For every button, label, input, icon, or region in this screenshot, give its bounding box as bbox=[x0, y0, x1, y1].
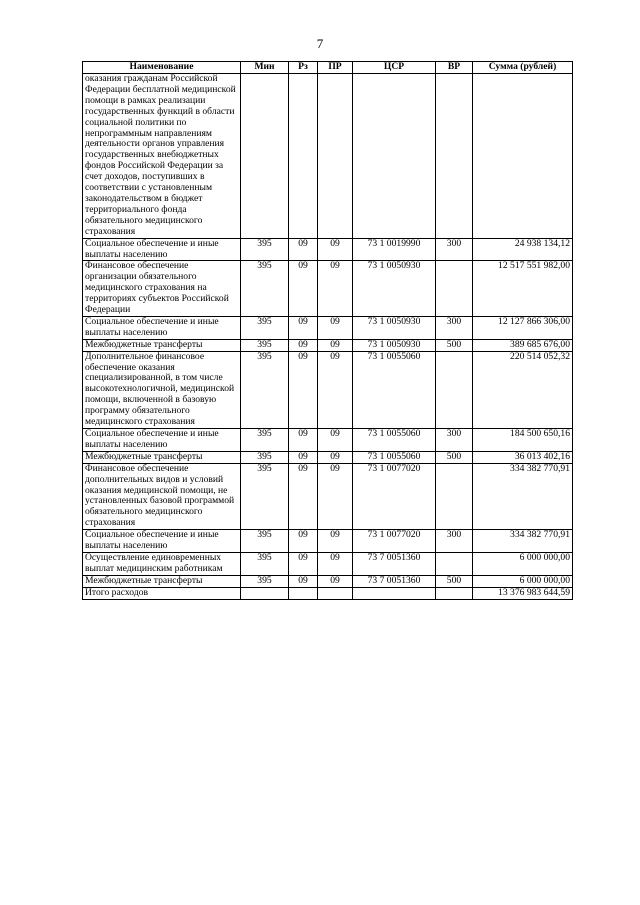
cell-min: 395 bbox=[241, 339, 289, 351]
cell-csr: 73 1 0050930 bbox=[353, 316, 436, 339]
cell-min: 395 bbox=[241, 316, 289, 339]
cell-vr: 500 bbox=[436, 339, 473, 351]
cell-pr bbox=[318, 587, 353, 599]
table-row bbox=[83, 463, 573, 529]
cell-rz: 09 bbox=[289, 339, 318, 351]
page-number: 7 bbox=[316, 36, 324, 51]
column-header-sum: Сумма (рублей) bbox=[473, 62, 573, 74]
table-row bbox=[83, 351, 573, 428]
cell-rz: 09 bbox=[289, 429, 318, 452]
cell-rz: 09 bbox=[289, 238, 318, 261]
cell-pr: 09 bbox=[318, 429, 353, 452]
cell-name: Межбюджетные трансферты bbox=[83, 575, 241, 587]
table-row bbox=[83, 530, 573, 553]
cell-csr: 73 1 0055060 bbox=[353, 351, 436, 428]
cell-rz: 09 bbox=[289, 575, 318, 587]
table-row bbox=[83, 238, 573, 261]
cell-min: 395 bbox=[241, 463, 289, 529]
cell-min: 395 bbox=[241, 261, 289, 317]
cell-sum: 13 376 983 644,59 bbox=[473, 587, 573, 599]
cell-min: 395 bbox=[241, 530, 289, 553]
cell-min: 395 bbox=[241, 575, 289, 587]
cell-pr: 09 bbox=[318, 451, 353, 463]
cell-sum: 334 382 770,91 bbox=[473, 463, 573, 529]
cell-name: оказания гражданам Российской Федерации бесплатной медицинской помощи в рамках реализации государственных функций в области социальной политики по непрограммным направлениям деятельности органов управления государственных внебюджетных фондов Российской Федерации за счет доходов, поступивших в соответствии с установленным законодательством в бюджет территориального фонда обязательного медицинского страхования bbox=[83, 74, 241, 239]
table-header-row bbox=[83, 62, 573, 74]
table-row bbox=[83, 74, 573, 239]
table-row bbox=[83, 261, 573, 317]
table-row-total bbox=[83, 587, 573, 599]
cell-sum: 36 013 402,16 bbox=[473, 451, 573, 463]
cell-name: Социальное обеспечение и иные выплаты населению bbox=[83, 530, 241, 553]
cell-rz: 09 bbox=[289, 530, 318, 553]
cell-min: 395 bbox=[241, 451, 289, 463]
table-row bbox=[83, 451, 573, 463]
cell-vr: 300 bbox=[436, 316, 473, 339]
cell-rz: 09 bbox=[289, 552, 318, 575]
cell-min: 395 bbox=[241, 552, 289, 575]
cell-vr bbox=[436, 587, 473, 599]
table-row bbox=[83, 429, 573, 452]
cell-pr: 09 bbox=[318, 261, 353, 317]
cell-csr: 73 1 0077020 bbox=[353, 463, 436, 529]
cell-vr: 300 bbox=[436, 530, 473, 553]
cell-sum bbox=[473, 74, 573, 239]
table-row bbox=[83, 552, 573, 575]
cell-pr bbox=[318, 74, 353, 239]
column-header-rz: Рз bbox=[289, 62, 318, 74]
cell-vr bbox=[436, 463, 473, 529]
cell-sum: 6 000 000,00 bbox=[473, 575, 573, 587]
cell-sum: 6 000 000,00 bbox=[473, 552, 573, 575]
cell-csr bbox=[353, 74, 436, 239]
cell-name: Социальное обеспечение и иные выплаты населению bbox=[83, 429, 241, 452]
cell-rz: 09 bbox=[289, 351, 318, 428]
cell-vr: 500 bbox=[436, 451, 473, 463]
cell-min: 395 bbox=[241, 351, 289, 428]
column-header-min: Мин bbox=[241, 62, 289, 74]
cell-pr: 09 bbox=[318, 316, 353, 339]
cell-name: Итого расходов bbox=[83, 587, 241, 599]
column-header-vr: ВР bbox=[436, 62, 473, 74]
column-header-pr: ПР bbox=[318, 62, 353, 74]
cell-pr: 09 bbox=[318, 575, 353, 587]
cell-sum: 24 938 134,12 bbox=[473, 238, 573, 261]
cell-rz bbox=[289, 74, 318, 239]
cell-csr bbox=[353, 587, 436, 599]
cell-vr bbox=[436, 351, 473, 428]
cell-rz: 09 bbox=[289, 316, 318, 339]
cell-name: Финансовое обеспечение дополнительных видов и условий оказания медицинской помощи, не установленных базовой программой обязательного медицинского страхования bbox=[83, 463, 241, 529]
cell-sum: 389 685 676,00 bbox=[473, 339, 573, 351]
cell-vr bbox=[436, 261, 473, 317]
cell-vr bbox=[436, 74, 473, 239]
table-row bbox=[83, 575, 573, 587]
cell-pr: 09 bbox=[318, 339, 353, 351]
cell-vr: 300 bbox=[436, 429, 473, 452]
cell-pr: 09 bbox=[318, 238, 353, 261]
column-header-name: Наименование bbox=[83, 62, 241, 74]
column-header-csr: ЦСР bbox=[353, 62, 436, 74]
cell-csr: 73 1 0050930 bbox=[353, 261, 436, 317]
cell-csr: 73 7 0051360 bbox=[353, 575, 436, 587]
cell-csr: 73 1 0019990 bbox=[353, 238, 436, 261]
cell-name: Межбюджетные трансферты bbox=[83, 451, 241, 463]
cell-name: Социальное обеспечение и иные выплаты населению bbox=[83, 238, 241, 261]
cell-sum: 334 382 770,91 bbox=[473, 530, 573, 553]
cell-rz: 09 bbox=[289, 451, 318, 463]
cell-csr: 73 1 0050930 bbox=[353, 339, 436, 351]
table-row bbox=[83, 316, 573, 339]
cell-vr: 500 bbox=[436, 575, 473, 587]
cell-csr: 73 1 0077020 bbox=[353, 530, 436, 553]
cell-name: Осуществление единовременных выплат медицинским работникам bbox=[83, 552, 241, 575]
cell-sum: 184 500 650,16 bbox=[473, 429, 573, 452]
cell-pr: 09 bbox=[318, 530, 353, 553]
cell-csr: 73 1 0055060 bbox=[353, 429, 436, 452]
cell-csr: 73 7 0051360 bbox=[353, 552, 436, 575]
cell-min: 395 bbox=[241, 238, 289, 261]
cell-vr: 300 bbox=[436, 238, 473, 261]
cell-min bbox=[241, 587, 289, 599]
cell-min: 395 bbox=[241, 429, 289, 452]
cell-pr: 09 bbox=[318, 463, 353, 529]
table-row bbox=[83, 339, 573, 351]
cell-rz: 09 bbox=[289, 463, 318, 529]
cell-vr bbox=[436, 552, 473, 575]
cell-min bbox=[241, 74, 289, 239]
cell-rz bbox=[289, 587, 318, 599]
cell-pr: 09 bbox=[318, 552, 353, 575]
cell-name: Дополнительное финансовое обеспечение оказания специализированной, в том числе высокотехнологичной, медицинской помощи, включенной в базовую программу обязательного медицинского страхования bbox=[83, 351, 241, 428]
cell-csr: 73 1 0055060 bbox=[353, 451, 436, 463]
cell-sum: 220 514 052,32 bbox=[473, 351, 573, 428]
cell-sum: 12 127 866 306,00 bbox=[473, 316, 573, 339]
cell-pr: 09 bbox=[318, 351, 353, 428]
cell-rz: 09 bbox=[289, 261, 318, 317]
cell-name: Межбюджетные трансферты bbox=[83, 339, 241, 351]
cell-name: Социальное обеспечение и иные выплаты населению bbox=[83, 316, 241, 339]
cell-sum: 12 517 551 982,00 bbox=[473, 261, 573, 317]
cell-name: Финансовое обеспечение организации обязательного медицинского страхования на территориях субъектов Российской Федерации bbox=[83, 261, 241, 317]
budget-table bbox=[82, 61, 573, 600]
